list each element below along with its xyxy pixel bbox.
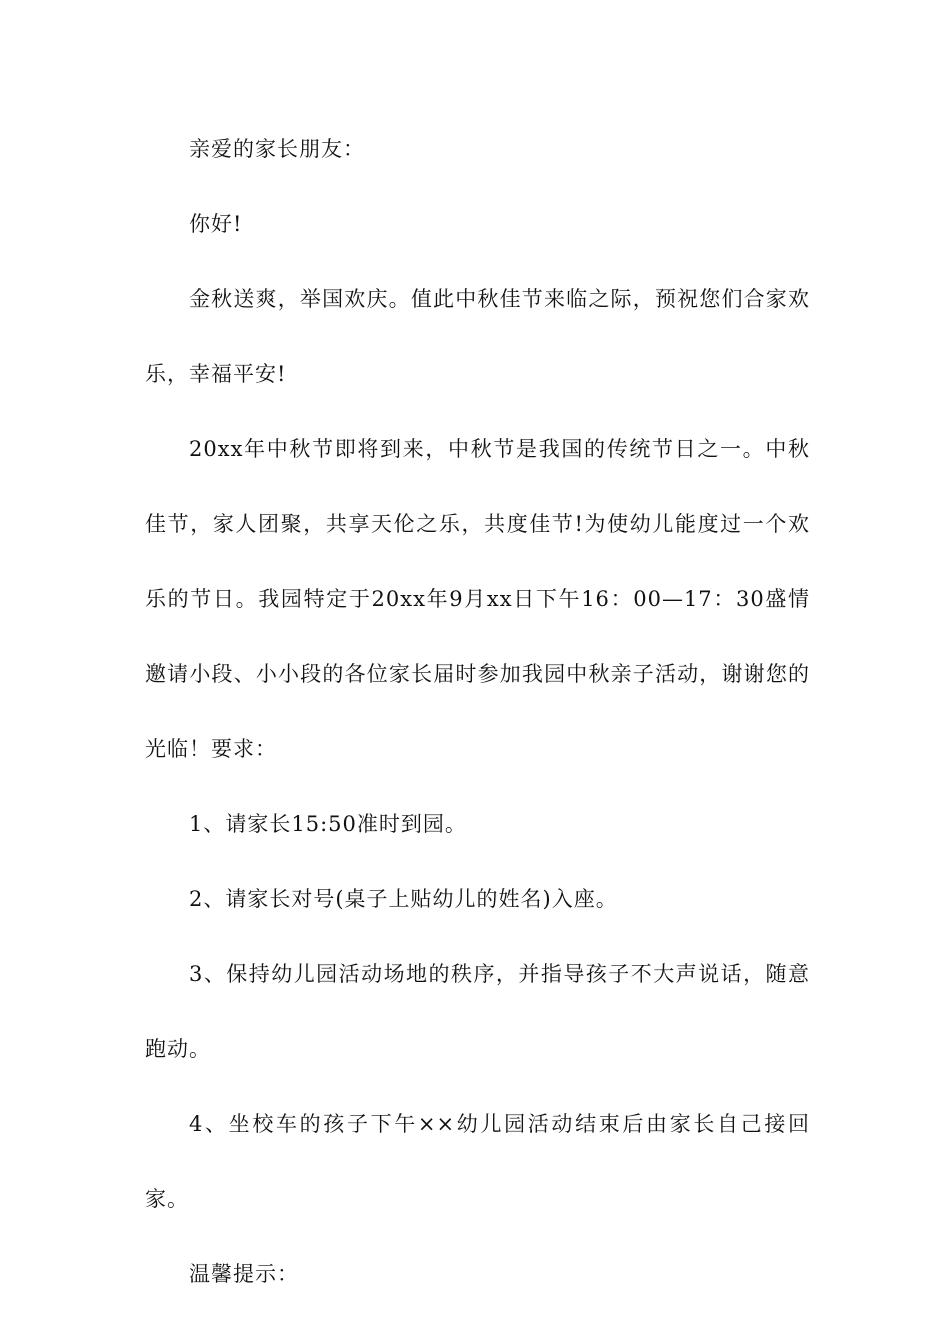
requirement-item: 1、请家长15:50准时到园。 (189, 812, 467, 836)
paragraph-blessing: 金秋送爽，举国欢庆。值此中秋佳节来临之际，预祝您们合家欢乐，幸福平安! (145, 287, 810, 386)
letter-body (145, 112, 810, 1312)
greeting: 你好! (189, 212, 243, 236)
requirement-item: 2、请家长对号(桌子上贴幼儿的姓名)入座。 (189, 887, 618, 911)
paragraph-invitation: 20xx年中秋节即将到来，中秋节是我国的传统节日之一。中秋佳节，家人团聚，共享天伦之乐，共度佳节!为使幼儿能度过一个欢乐的节日。我园特定于20xx年9月xx日下午16：00—17：30盛情邀请小段、小小段的各位家长届时参加我园中秋亲子活动，谢谢您的光临！要求： (145, 437, 810, 761)
tips-heading: 温馨提示： (189, 1262, 299, 1286)
requirement-item: 3、保持幼儿园活动场地的秩序，并指导孩子不大声说话，随意跑动。 (145, 962, 810, 1061)
requirement-item: 4、坐校车的孩子下午××幼儿园活动结束后由家长自己接回家。 (145, 1112, 810, 1211)
salutation: 亲爱的家长朋友： (189, 137, 365, 161)
